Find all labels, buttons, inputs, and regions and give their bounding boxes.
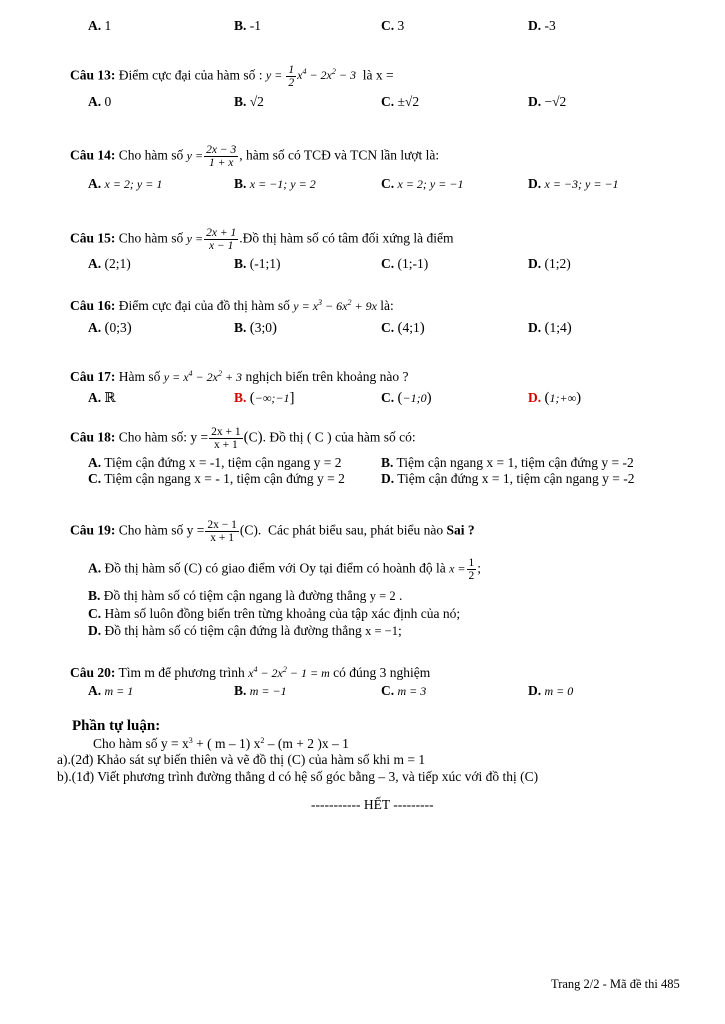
q17-option-d: D. (1;+∞) xyxy=(528,390,582,406)
q13-option-d: D. −√2 xyxy=(528,94,567,109)
q13-formula: y = $\frac{1}{2}$ $x^4 - 2x^2 - 3$ xyxy=(265,64,356,89)
q16-option-b: B. (3;0) xyxy=(234,320,278,336)
q19-option-c: C. Hàm số luôn đồng biến trên từng khoảng của tập xác định của nó; xyxy=(88,606,461,621)
essay-part-a: a).(2đ) Khảo sát sự biến thiên và vẽ đồ thị (C) của hàm số khi m = 1 xyxy=(57,752,426,767)
q14-option-c: C. x = 2; y = −1 xyxy=(381,176,464,191)
q17-option-a: A. ℝ xyxy=(88,390,116,405)
q20-option-a: A. m = 1 xyxy=(88,683,134,698)
essay-function: Cho hàm số $y = x^3$ + ( m – 1) $x^2 - (m + 2$ )x – 1 xyxy=(93,736,349,751)
q18-option-d: D. Tiệm cận đứng x = 1, tiệm cận ngang y = -2 xyxy=(381,471,635,486)
q20-stem: Câu 20: Tìm m để phương trình $x^4 - 2x^2 - 1 = m$ có đúng 3 nghiệm xyxy=(70,665,431,680)
page-footer: Trang 2/2 - Mã đề thi 485 xyxy=(551,977,680,991)
q14-stem: Câu 14: Cho hàm số y = $\frac{2x - 3}{1 + x}$ , hàm số có TCĐ và TCN lần lượt là: xyxy=(70,144,440,169)
q14-option-d: D. x = −3; y = −1 xyxy=(528,176,619,191)
q14-option-b: B. x = −1; y = 2 xyxy=(234,176,316,191)
q12-option-a: A. 1 xyxy=(88,18,112,33)
q18-option-b: B. Tiệm cận ngang x = 1, tiệm cận đứng y = -2 xyxy=(381,455,634,470)
q15-option-d: D. (1;2) xyxy=(528,256,571,271)
q15-option-b: B. (-1;1) xyxy=(234,256,281,271)
q19-stem: Câu 19: Cho hàm số y = $\frac{2x - 1}{x + 1}$ (C). Các phát biểu sau, phát biểu nào Sai ? xyxy=(70,519,475,544)
q12-option-b: B. -1 xyxy=(234,18,262,33)
q14-option-a: A. x = 2; y = 1 xyxy=(88,176,163,191)
q19-option-a: A. Đồ thị hàm số (C) có giao điểm với Oy tại điểm có hoành độ là x = $\frac{1}{2}$ ; xyxy=(88,557,482,582)
q20-option-d: D. m = 0 xyxy=(528,683,574,698)
q18-option-a: A. Tiệm cận đứng x = -1, tiệm cận ngang y = 2 xyxy=(88,455,342,470)
q16-option-c: C. (4;1) xyxy=(381,320,425,336)
q17-formula: $y = x^4 - 2x^2 + 3$ xyxy=(163,369,243,384)
q16-formula: $y = x^3 - 6x^2 + 9x$ xyxy=(293,298,377,313)
q15-stem: Câu 15: Cho hàm số y = $\frac{2x + 1}{x - 1}$ .Đồ thị hàm số có tâm đối xứng là điểm xyxy=(70,227,454,252)
q14-fraction: $\frac{2x - 3}{1 + x}$ xyxy=(206,144,237,169)
q19-option-b: B. Đồ thị hàm số có tiệm cận ngang là đường thẳng y = 2 . xyxy=(88,588,403,603)
q18-fraction: $\frac{2x + 1}{x + 1}$ xyxy=(211,426,241,451)
essay-heading: Phần tự luận: xyxy=(72,718,161,734)
q16-option-d: D. (1;4) xyxy=(528,320,572,336)
q13-option-a: A. 0 xyxy=(88,94,112,109)
q19-half-fraction: $\frac{1}{2}$ xyxy=(468,557,475,582)
q15-option-a: A. (2;1) xyxy=(88,256,131,271)
q13-option-b: B. √2 xyxy=(234,94,264,109)
q16-stem: Câu 16: Điểm cực đại của đồ thị hàm số $y = x^3 - 6x^2 + 9x$ là: xyxy=(70,298,394,313)
q15-option-c: C. (1;-1) xyxy=(381,256,429,271)
q17-option-c: C. (−1;0) xyxy=(381,390,432,406)
q16-option-a: A. (0;3) xyxy=(88,320,132,336)
q20-option-b: B. m = −1 xyxy=(234,683,287,698)
q20-option-c: C. m = 3 xyxy=(381,683,427,698)
q15-fraction: $\frac{2x + 1}{x - 1}$ xyxy=(206,227,237,252)
q18-stem: Câu 18: Cho hàm số: y = $\frac{2x + 1}{x + 1}$ (C). Đồ thị ( C ) của hàm số có: xyxy=(70,426,416,451)
q13-option-c: C. ±√2 xyxy=(381,94,420,109)
q13-stem: Câu 13: Điểm cực đại của hàm số : y = $\frac{1}{2}$ $x^4 - 2x^2 - 3$ là x = xyxy=(70,64,394,89)
q19-option-d: D. Đồ thị hàm số có tiệm cận đứng là đường thẳng x = −1; xyxy=(88,623,402,638)
q18-option-c: C. Tiệm cận ngang x = - 1, tiệm cận đứng y = 2 xyxy=(88,471,345,486)
q12-option-c: C. 3 xyxy=(381,18,405,33)
q12-option-d: D. -3 xyxy=(528,18,556,33)
q17-stem: Câu 17: Hàm số $y = x^4 - 2x^2 + 3$ nghịch biến trên khoảng nào ? xyxy=(70,369,409,384)
end-marker: ----------- HẾT --------- xyxy=(311,797,434,812)
essay-part-b: b).(1đ) Viết phương trình đường thẳng d có hệ số góc bằng – 3, và tiếp xúc với đồ thị (C) xyxy=(57,769,539,784)
q19-fraction: $\frac{2x - 1}{x + 1}$ xyxy=(207,519,237,544)
q20-formula: $x^4 - 2x^2 - 1 = m$ xyxy=(248,665,330,680)
q17-option-b: B. (−∞;−1] xyxy=(234,390,295,406)
